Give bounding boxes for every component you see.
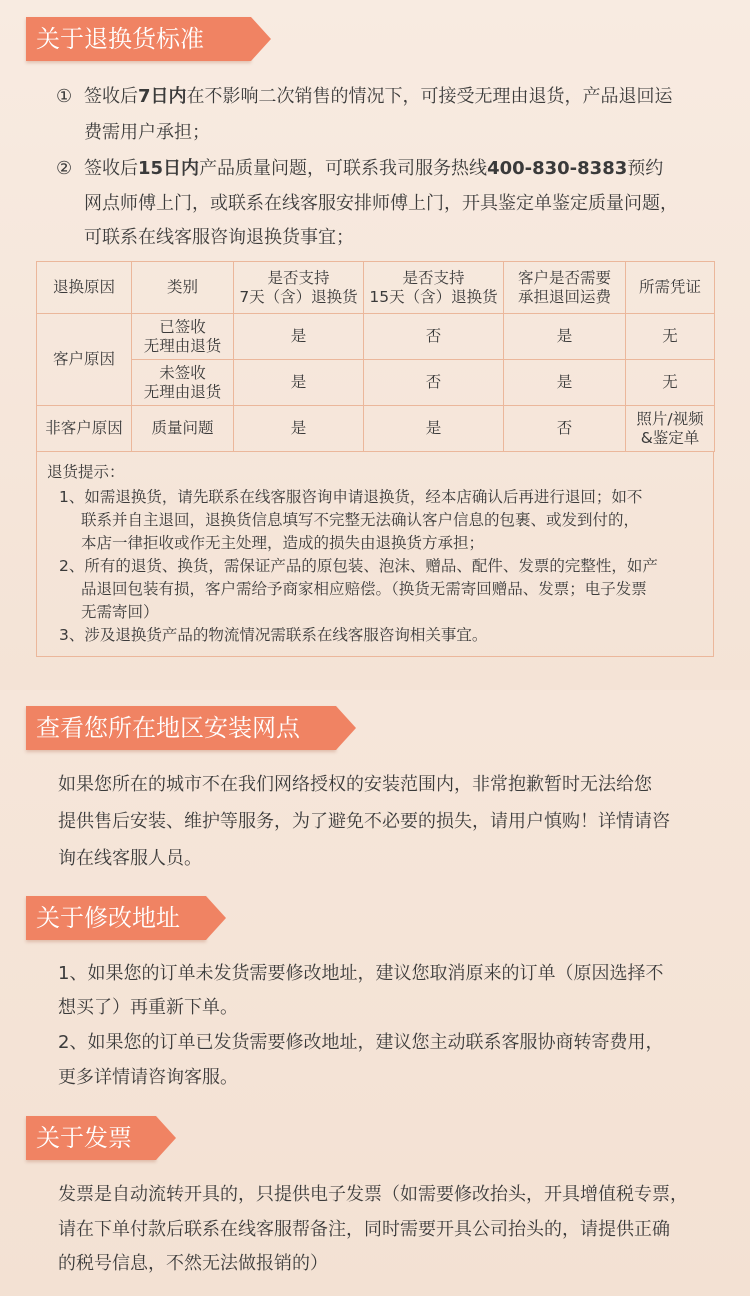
- address-text-line: 2、如果您的订单已发货需要修改地址，建议您主动联系客服协商转寄费用，: [58, 1032, 664, 1053]
- table-row: [37, 406, 715, 452]
- return-standard-banner: [26, 17, 251, 61]
- header-freight: 客户是否需要 承担退回运费: [504, 262, 626, 314]
- tips-line: 品退回包装有损，客户需给予商家相应赔偿。（换货无需寄回赠品、发票；电子发票: [81, 580, 647, 598]
- install-network-banner: [26, 706, 336, 750]
- row-category: 质量问题: [132, 406, 234, 452]
- invoice-title: 关于发票: [36, 1124, 132, 1152]
- address-text-line: 想买了）再重新下单。: [58, 997, 238, 1018]
- header-category: 类别: [132, 262, 234, 314]
- item-1-pre: 签收后: [84, 86, 138, 107]
- tips-title: 退货提示：: [47, 463, 125, 481]
- policy-item-1-line2: 费需用户承担；: [84, 122, 210, 143]
- item-2-text: 产品质量问题，可联系我司服务热线: [199, 158, 488, 179]
- item-2-pre: 签收后: [84, 158, 138, 179]
- row-15day: 否: [364, 314, 504, 360]
- policy-item-2-line2: 网点师傅上门，或联系在线客服安排师傅上门，开具鉴定单鉴定质量问题，: [84, 193, 678, 214]
- row-freight: 否: [504, 406, 626, 452]
- table-header-row: [37, 262, 715, 314]
- invoice-text-line: 发票是自动流转开具的，只提供电子发票（如需要修改抬头，开具增值税专票，: [58, 1184, 688, 1205]
- service-hotline: 400-830-8383: [487, 158, 628, 179]
- tips-line: 联系并自主退回，退换货信息填写不完整无法确认客户信息的包裹、或发到付的，: [81, 511, 640, 529]
- row-15day: 是: [364, 406, 504, 452]
- invoice-text-line: 请在下单付款后联系在线客服帮备注，同时需要开具公司抬头的，请提供正确: [58, 1219, 670, 1240]
- item-2-post: 预约: [627, 158, 664, 179]
- group-customer-reason: 客户原因: [37, 314, 132, 406]
- row-15day: 否: [364, 360, 504, 406]
- table-row: [37, 314, 715, 360]
- row-proof: 无: [626, 360, 715, 406]
- invoice-text-line: 的税号信息，不然无法做报销的）: [58, 1253, 328, 1274]
- group-non-customer-reason: 非客户原因: [37, 406, 132, 452]
- return-standard-title: 关于退换货标准: [36, 25, 204, 53]
- address-text-line: 更多详情请咨询客服。: [58, 1067, 238, 1088]
- modify-address-banner: [26, 896, 206, 940]
- row-category: 已签收 无理由退货: [132, 314, 234, 360]
- item-2-period: 15日内: [138, 158, 200, 179]
- table-row: [37, 360, 715, 406]
- row-7day: 是: [234, 406, 364, 452]
- item-1-period: 7日内: [138, 86, 187, 107]
- item-2-marker: ②: [56, 158, 73, 179]
- address-text-line: 1、如果您的订单未发货需要修改地址，建议您取消原来的订单（原因选择不: [58, 963, 664, 984]
- install-text-line: 询在线客服人员。: [58, 848, 202, 869]
- header-proof: 所需凭证: [626, 262, 715, 314]
- return-tips-box: [36, 451, 714, 657]
- item-1-text: 在不影响二次销售的情况下，可接受无理由退货，产品退回运: [186, 86, 673, 107]
- tips-line: 1、如需退换货，请先联系在线客服咨询申请退换货，经本店确认后再进行退回；如不: [59, 488, 643, 506]
- row-freight: 是: [504, 360, 626, 406]
- tips-line: 3、涉及退换货产品的物流情况需联系在线客服咨询相关事宜。: [59, 626, 488, 644]
- policy-item-2: [56, 151, 663, 186]
- header-7day: 是否支持 7天（含）退换货: [234, 262, 364, 314]
- row-freight: 是: [504, 314, 626, 360]
- row-7day: 是: [234, 360, 364, 406]
- modify-address-title: 关于修改地址: [36, 904, 180, 932]
- tips-line: 2、所有的退货、换货，需保证产品的原包装、泡沫、赠品、配件、发票的完整性，如产: [59, 557, 658, 575]
- policy-item-2-line3: 可联系在线客服咨询退换货事宜；: [84, 227, 354, 248]
- invoice-banner: [26, 1116, 156, 1160]
- header-15day: 是否支持 15天（含）退换货: [364, 262, 504, 314]
- tips-line: 无需寄回）: [81, 603, 159, 621]
- tips-line: 本店一律拒收或作无主处理，造成的损失由退换货方承担；: [81, 534, 485, 552]
- item-1-marker: ①: [56, 86, 73, 107]
- row-category: 未签收 无理由退货: [132, 360, 234, 406]
- row-7day: 是: [234, 314, 364, 360]
- policy-item-1: [56, 79, 673, 114]
- install-text-line: 提供售后安装、维护等服务，为了避免不必要的损失，请用户慎购！详情请咨: [58, 811, 670, 832]
- return-rules-table: [36, 261, 715, 452]
- install-network-title: 查看您所在地区安装网点: [36, 714, 300, 742]
- row-proof: 无: [626, 314, 715, 360]
- install-text-line: 如果您所在的城市不在我们网络授权的安装范围内，非常抱歉暂时无法给您: [58, 774, 652, 795]
- header-reason: 退换原因: [37, 262, 132, 314]
- row-proof: 照片/视频 &鉴定单: [626, 406, 715, 452]
